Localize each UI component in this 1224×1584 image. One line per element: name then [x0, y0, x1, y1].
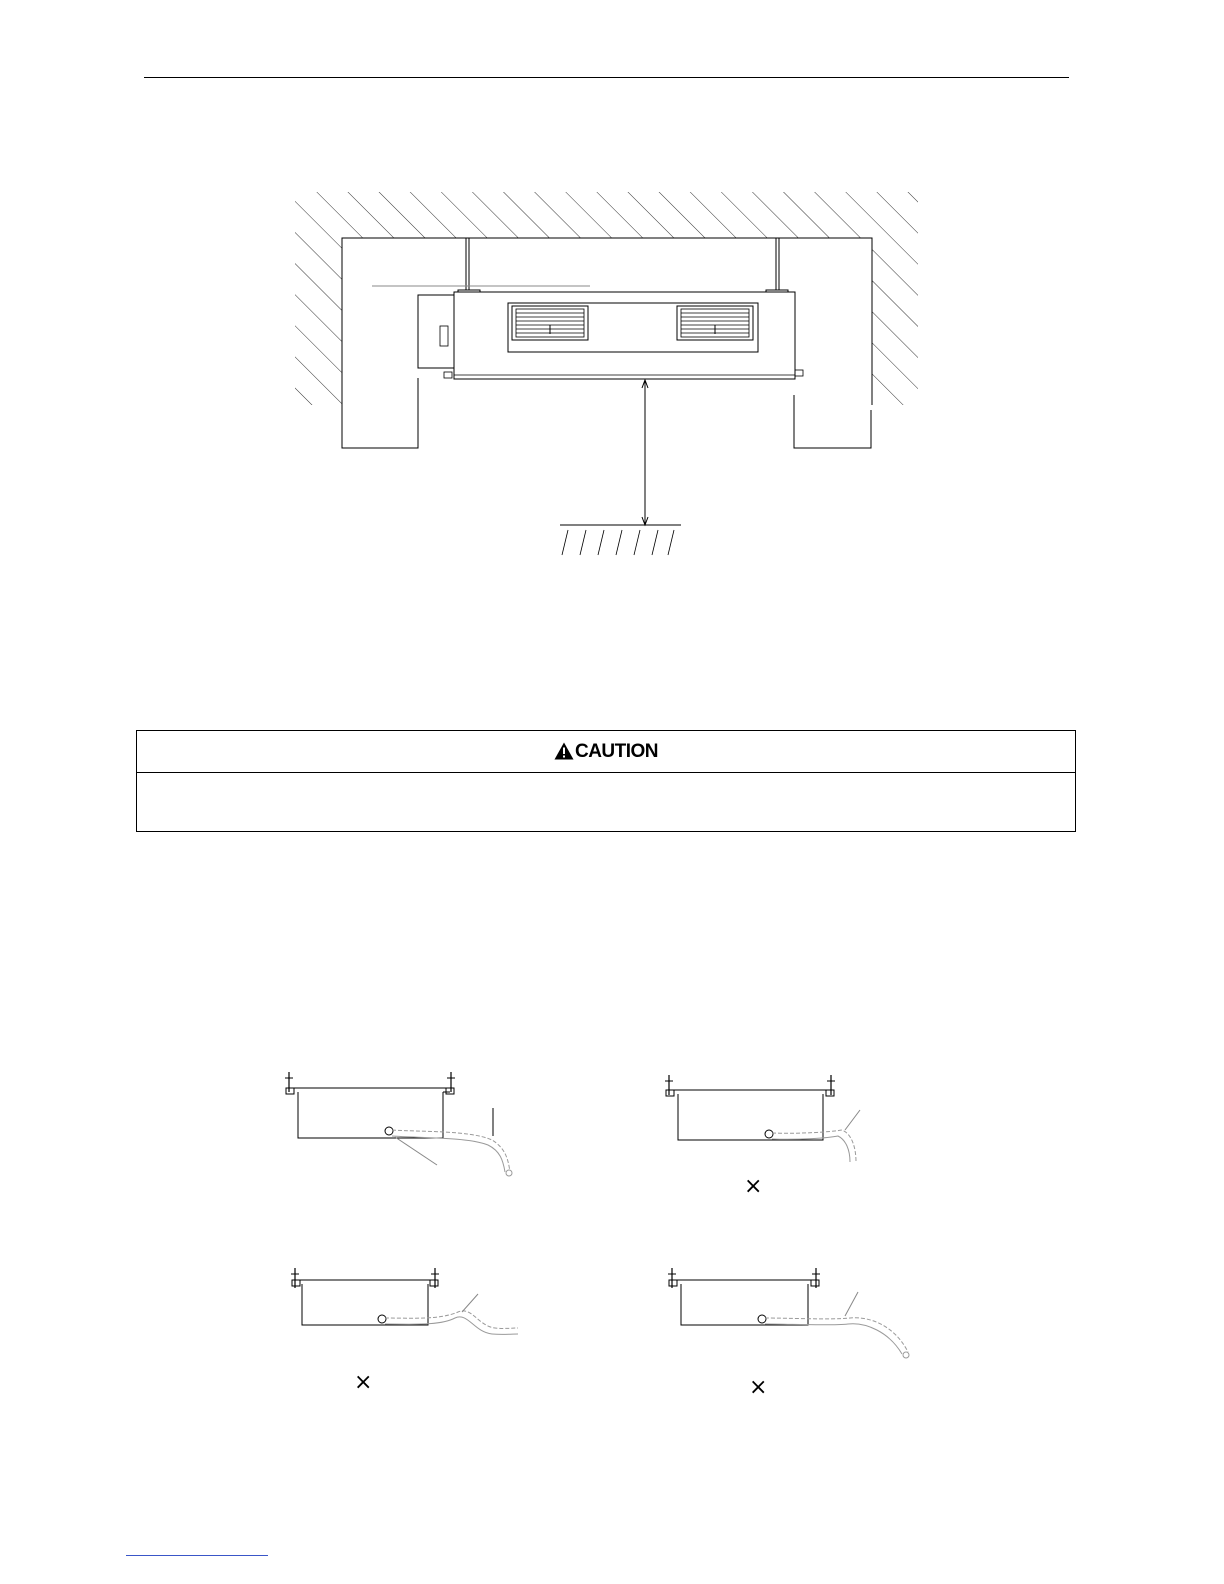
floor-symbol — [560, 525, 681, 555]
left-fan-grille — [512, 306, 588, 340]
electric-control-box — [418, 295, 454, 368]
caution-header — [137, 731, 1075, 773]
ceiling-installation-diagram — [0, 0, 1224, 620]
left-clearance-bracket — [342, 378, 418, 448]
warning-triangle-icon — [554, 742, 574, 760]
wrong-mark-2: × — [354, 1370, 373, 1395]
footer-link-underline[interactable] — [126, 1555, 268, 1557]
right-clearance-bracket — [794, 395, 871, 448]
drain-example-correct — [285, 1072, 512, 1176]
right-fan-grille — [677, 306, 753, 340]
drain-example-wrong-1 — [665, 1075, 860, 1162]
floor-height-dimension — [642, 380, 648, 525]
wrong-mark-1: × — [744, 1174, 763, 1199]
drain-example-wrong-3 — [668, 1268, 909, 1358]
caution-box — [136, 730, 1076, 832]
drain-pipe-examples — [0, 1060, 1224, 1480]
caution-title: CAUTION — [574, 740, 659, 762]
wrong-mark-3: × — [749, 1375, 768, 1400]
drain-example-wrong-2 — [291, 1268, 518, 1334]
